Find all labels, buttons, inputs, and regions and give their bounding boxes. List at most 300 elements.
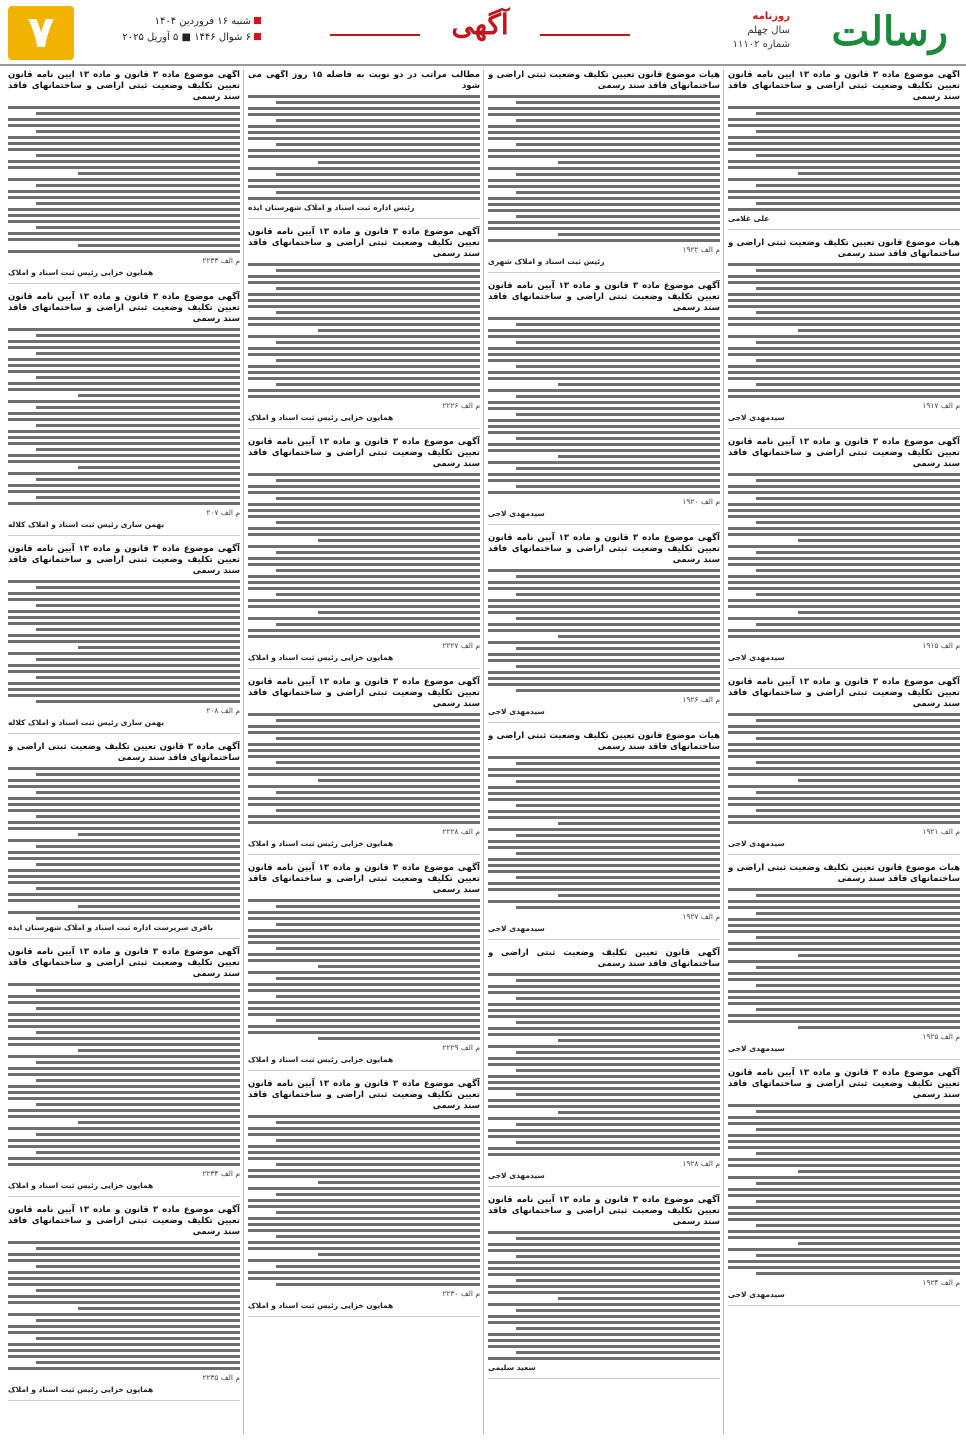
notice-text-line: [248, 797, 480, 800]
notice-text-line: [248, 917, 480, 920]
notice-text-line: [248, 113, 480, 116]
notice-text-line: [8, 893, 240, 896]
notice-text-line: [728, 491, 960, 494]
notice-text-line: [36, 628, 240, 631]
notice-text-line: [756, 1182, 960, 1185]
notice-text-line: [728, 1260, 960, 1263]
notice-heading: هیات موضوع قانون تعیین تکلیف وضعیت ثبتی اراضی و ساختمانهای فاقد سند رسمی: [728, 863, 960, 884]
notice-text-line: [488, 659, 720, 662]
issue-line-2: سال چهلم: [747, 25, 790, 36]
notice-heading: آگهی موضوع ماده ۳ قانون و ماده ۱۳ آیین نامه قانون تعیین تکلیف وضعیت ثبتی اراضی و ساختمانهای فاقد سند رسمی: [488, 281, 720, 313]
notice-text-line: [78, 646, 240, 649]
notice-text-line: [36, 863, 240, 866]
notice-heading: هیات موضوع قانون تعیین تکلیف وضعیت ثبتی اراضی و ساختمانهای فاقد سند رسمی: [488, 70, 720, 91]
notice-text-line: [8, 664, 240, 667]
notice-text-line: [276, 1265, 480, 1268]
issue-info: [700, 10, 790, 54]
notice-text-line: [488, 1321, 720, 1324]
notice-text-line: [488, 359, 720, 362]
notice-text-line: [728, 978, 960, 981]
header-divider: [0, 64, 966, 66]
notice-text-line: [488, 95, 720, 98]
notice-text-line: [728, 563, 960, 566]
notice-text-line: [488, 774, 720, 777]
logo-text: رسالت: [831, 8, 948, 55]
notice-text-line: [276, 1121, 480, 1124]
notice-text-line: [756, 623, 960, 626]
notice-heading: آگهی ماده ۳ قانون تعیین تکلیف وضعیت ثبتی اراضی و ساختمانهای فاقد سند رسمی: [8, 742, 240, 763]
notice-code: م الف ۱۹۲۱: [922, 827, 960, 836]
notice-text-line: [78, 172, 240, 175]
notice-text-line: [36, 1103, 240, 1106]
notice-text-line: [248, 1259, 480, 1262]
notice-text-line: [248, 899, 480, 902]
notice-text-line: [728, 347, 960, 350]
notice-text-line: [488, 377, 720, 380]
notice-signature: همایون خزایی رئیس ثبت اسناد و املاک: [248, 839, 394, 848]
notice-text-line: [8, 1253, 240, 1256]
notice-text-line: [248, 1271, 480, 1274]
notice-text-line: [248, 1247, 480, 1250]
notice-text-line: [798, 1242, 960, 1245]
notice-text-line: [8, 1037, 240, 1040]
notice-text-line: [248, 155, 480, 158]
notice-text-line: [248, 959, 480, 962]
notice-text-line: [248, 1013, 480, 1016]
notice-text-line: [8, 364, 240, 367]
notice-text-line: [516, 395, 720, 398]
notice-text-line: [8, 1325, 240, 1328]
notice-text-line: [488, 816, 720, 819]
notice-text-line: [248, 353, 480, 356]
notice-text-line: [276, 497, 480, 500]
notice-text-line: [488, 1081, 720, 1084]
notice-text-line: [728, 1218, 960, 1221]
notice-text-line: [248, 1169, 480, 1172]
notice-text-line: [516, 762, 720, 765]
notice-text-line: [756, 1254, 960, 1257]
notice-text-line: [558, 894, 720, 897]
notice-text-line: [516, 1309, 720, 1312]
notice-text-line: [728, 1236, 960, 1239]
notice-text-line: [488, 870, 720, 873]
notice-text-line: [318, 779, 480, 782]
notice-text-line: [36, 586, 240, 589]
notice-text-line: [488, 792, 720, 795]
issue-line-3: شماره ۱۱۱۰۲: [732, 39, 790, 50]
notice-text-line: [728, 160, 960, 163]
notice-text-line: [728, 124, 960, 127]
notice-text-line: [728, 533, 960, 536]
notice-text-line: [488, 179, 720, 182]
notice-text-line: [728, 888, 960, 891]
notice-text-line: [8, 370, 240, 373]
notice-text-line: [248, 803, 480, 806]
notice-text-line: [488, 131, 720, 134]
notice-text-line: [488, 1303, 720, 1306]
notice-text-line: [248, 635, 480, 638]
notice-code: م الف ۲۲۲۶: [442, 401, 480, 410]
notice-text-line: [8, 767, 240, 770]
notice-text-line: [78, 1049, 240, 1052]
notice-text-line: [8, 995, 240, 998]
notice-text-line: [248, 1007, 480, 1010]
notice-text-line: [488, 1117, 720, 1120]
notice-text-line: [728, 815, 960, 818]
notice-text-line: [8, 148, 240, 151]
notice-text-line: [516, 365, 720, 368]
notice-text-line: [8, 346, 240, 349]
notice-text-line: [728, 317, 960, 320]
notice-text-line: [798, 172, 960, 175]
legal-notice: [8, 544, 240, 734]
notice-text-line: [516, 101, 720, 104]
notice-text-line: [8, 214, 240, 217]
notice-text-line: [728, 1266, 960, 1269]
notice-text-line: [8, 592, 240, 595]
notice-text-line: [488, 1087, 720, 1090]
notice-text-line: [276, 1139, 480, 1142]
notice-text-line: [276, 947, 480, 950]
notice-text-line: [488, 1129, 720, 1132]
notice-text-line: [8, 1013, 240, 1016]
notice-code: م الف ۱۹۲۵: [922, 1032, 960, 1041]
notice-text-line: [488, 113, 720, 116]
notice-text-line: [318, 329, 480, 332]
date-line-2: ۶ شوال ۱۴۴۶ ■ ۵ آوریل ۲۰۲۵: [122, 32, 251, 43]
notice-text-line: [728, 527, 960, 530]
notice-text-line: [248, 395, 480, 398]
notice-text-line: [36, 334, 240, 337]
notice-text-line: [756, 569, 960, 572]
notice-text-line: [488, 985, 720, 988]
notice-text-line: [488, 840, 720, 843]
notice-text-line: [488, 317, 720, 320]
notice-code: م الف ۱۹۲۷: [682, 912, 720, 921]
notice-text-line: [248, 533, 480, 536]
notice-text-line: [8, 1349, 240, 1352]
notice-text-line: [488, 671, 720, 674]
notice-signature: سیدمهدی لاجی: [728, 1044, 785, 1053]
legal-notice: [8, 70, 240, 284]
notice-text-line: [488, 1273, 720, 1276]
notice-signature: همایون خزایی رئیس ثبت اسناد و املاک: [8, 1385, 154, 1394]
notice-text-line: [558, 233, 720, 236]
notice-text-line: [756, 154, 960, 157]
notice-text-line: [728, 635, 960, 638]
notice-text-line: [36, 112, 240, 115]
notice-text-line: [248, 755, 480, 758]
notice-signature: سیدمهدی لاجی: [728, 653, 785, 662]
legal-notice: [488, 1195, 720, 1379]
issue-line-1: روزنامه: [752, 11, 790, 22]
notice-text-line: [248, 389, 480, 392]
notice-text-line: [8, 1073, 240, 1076]
notice-text-line: [248, 563, 480, 566]
notice-text-line: [36, 478, 240, 481]
notice-text-line: [488, 167, 720, 170]
notice-text-line: [488, 1009, 720, 1012]
notice-text-line: [488, 1339, 720, 1342]
legal-notice: [728, 1068, 960, 1306]
notice-text-line: [248, 365, 480, 368]
notice-text-line: [318, 161, 480, 164]
notice-text-line: [728, 1176, 960, 1179]
notice-text-line: [8, 166, 240, 169]
column-1: [728, 70, 960, 1434]
notice-text-line: [756, 936, 960, 939]
notice-text-line: [318, 1181, 480, 1184]
notice-text-line: [728, 1248, 960, 1251]
notice-text-line: [488, 185, 720, 188]
notice-text-line: [248, 377, 480, 380]
notice-text-line: [756, 1272, 960, 1275]
notice-text-line: [488, 461, 720, 464]
notice-text-line: [248, 503, 480, 506]
notice-text-line: [756, 359, 960, 362]
notice-text-line: [488, 1075, 720, 1078]
notice-text-line: [248, 587, 480, 590]
notice-text-line: [488, 1153, 720, 1156]
section-rule-right: [540, 34, 630, 36]
legal-notice: [248, 1079, 480, 1317]
notice-text-line: [488, 209, 720, 212]
notice-text-line: [8, 1313, 240, 1316]
notice-text-line: [8, 1271, 240, 1274]
notice-text-line: [488, 569, 720, 572]
notice-text-line: [728, 148, 960, 151]
notice-text-line: [488, 1315, 720, 1318]
notice-text-line: [36, 845, 240, 848]
notice-text-line: [728, 503, 960, 506]
notice-text-line: [36, 658, 240, 661]
notice-text-line: [248, 557, 480, 560]
notice-text-line: [728, 395, 960, 398]
notice-code: م الف ۲۲۳۴: [202, 1169, 240, 1178]
notice-text-line: [516, 191, 720, 194]
notice-text-line: [488, 605, 720, 608]
notice-text-line: [78, 394, 240, 397]
notice-text-line: [276, 383, 480, 386]
legal-notice: [8, 1205, 240, 1401]
notice-heading: آگهی موضوع ماده ۳ قانون و ماده ۱۳ آیین نامه قانون تعیین تکلیف وضعیت ثبتی اراضی و ساختمانهای فاقد سند رسمی: [728, 1068, 960, 1100]
issue-dates: [84, 14, 264, 46]
notice-text-line: [248, 305, 480, 308]
notice-text-line: [8, 178, 240, 181]
notice-text-line: [36, 496, 240, 499]
notice-text-line: [516, 1123, 720, 1126]
notice-text-line: [728, 990, 960, 993]
notice-text-line: [728, 924, 960, 927]
notice-text-line: [488, 1333, 720, 1336]
notice-text-line: [516, 143, 720, 146]
notice-text-line: [728, 942, 960, 945]
notice-text-line: [728, 581, 960, 584]
notice-text-line: [558, 161, 720, 164]
section-title: آگهی: [451, 8, 509, 41]
notice-text-line: [516, 467, 720, 470]
notice-text-line: [248, 107, 480, 110]
notice-text-line: [276, 311, 480, 314]
notice-text-line: [276, 101, 480, 104]
notice-text-line: [276, 995, 480, 998]
notice-code: م الف ۲۲۲۷: [442, 641, 480, 650]
notice-text-line: [8, 1367, 240, 1370]
notice-text-line: [8, 1295, 240, 1298]
notice-text-line: [516, 341, 720, 344]
notice-text-line: [756, 593, 960, 596]
notice-text-line: [516, 575, 720, 578]
notice-signature: سیدمهدی لاجی: [488, 1171, 545, 1180]
notice-text-line: [8, 827, 240, 830]
notice-text-line: [728, 196, 960, 199]
notice-code: م الف ۱۹۲۰: [682, 497, 720, 506]
notice-text-line: [36, 1061, 240, 1064]
notice-columns: [6, 70, 960, 1434]
notice-text-line: [8, 1259, 240, 1262]
notice-text-line: [756, 184, 960, 187]
notice-text-line: [8, 821, 240, 824]
notice-code: م الف ۲۲۲۹: [442, 1043, 480, 1052]
notice-text-line: [488, 653, 720, 656]
notice-text-line: [8, 785, 240, 788]
notice-text-line: [516, 665, 720, 668]
notice-text-line: [8, 436, 240, 439]
notice-signature: همایون خزایی رئیس ثبت اسناد و املاک: [248, 653, 394, 662]
notice-text-line: [8, 136, 240, 139]
date-line-1: شنبه ۱۶ فروردین ۱۴۰۴: [154, 16, 251, 27]
notice-text-line: [8, 1019, 240, 1022]
notice-text-line: [8, 1145, 240, 1148]
notice-text-line: [276, 191, 480, 194]
notice-signature: سیدمهدی لاجی: [728, 839, 785, 848]
notice-text-line: [798, 1026, 960, 1029]
notice-text-line: [488, 239, 720, 242]
notice-text-line: [248, 1025, 480, 1028]
notice-text-line: [558, 635, 720, 638]
notice-text-line: [248, 629, 480, 632]
notice-text-line: [8, 694, 240, 697]
notice-text-line: [728, 1188, 960, 1191]
notice-text-line: [488, 1015, 720, 1018]
notice-text-line: [488, 1261, 720, 1264]
notice-text-line: [488, 858, 720, 861]
notice-text-line: [78, 244, 240, 247]
notice-code: م الف ۱۹۲۸: [682, 1159, 720, 1168]
notice-text-line: [248, 983, 480, 986]
notice-code: م الف ۱۹۲۲: [682, 245, 720, 254]
notice-text-line: [728, 996, 960, 999]
legal-notice: [488, 948, 720, 1187]
notice-text-line: [248, 989, 480, 992]
notice-text-line: [276, 551, 480, 554]
notice-text-line: [8, 1001, 240, 1004]
legal-notice: [8, 742, 240, 939]
notice-text-line: [488, 623, 720, 626]
notice-text-line: [8, 1115, 240, 1118]
notice-text-line: [8, 238, 240, 241]
notice-text-line: [728, 1158, 960, 1161]
notice-text-line: [728, 323, 960, 326]
notice-text-line: [276, 791, 480, 794]
notice-text-line: [728, 1230, 960, 1233]
notice-text-line: [728, 166, 960, 169]
notice-text-line: [488, 125, 720, 128]
notice-text-line: [728, 1122, 960, 1125]
notice-signature: سیدمهدی لاجی: [728, 1290, 785, 1299]
notice-text-line: [728, 365, 960, 368]
notice-text-line: [488, 449, 720, 452]
page-number: ۷: [8, 6, 74, 60]
notice-text-line: [488, 1057, 720, 1060]
notice-text-line: [276, 341, 480, 344]
notice-heading: آگهی موضوع ماده ۳ قانون و ماده ۱۳ آیین نامه قانون تعیین تکلیف وضعیت ثبتی اراضی و ساختمانهای فاقد سند رسمی: [248, 863, 480, 895]
notice-text-line: [756, 1110, 960, 1113]
notice-code: م الف ۲۰۷: [206, 508, 240, 517]
notice-text-line: [8, 1241, 240, 1244]
notice-signature: سیدمهدی لاجی: [488, 924, 545, 933]
notice-text-line: [728, 293, 960, 296]
notice-text-line: [728, 1020, 960, 1023]
notice-text-line: [728, 906, 960, 909]
notice-text-line: [78, 905, 240, 908]
notice-text-line: [488, 107, 720, 110]
notice-heading: آگهی موضوع ماده ۳ قانون و ماده ۱۳ آیین نامه قانون تعیین تکلیف وضعیت ثبتی اراضی و ساختمانهای فاقد سند رسمی: [248, 677, 480, 709]
notice-text-line: [798, 779, 960, 782]
notice-text-line: [516, 437, 720, 440]
notice-text-line: [248, 1277, 480, 1280]
notice-text-line: [728, 743, 960, 746]
notice-text-line: [36, 448, 240, 451]
notice-signature: سیدمهدی لاجی: [728, 413, 785, 422]
notice-text-line: [728, 389, 960, 392]
notice-text-line: [248, 179, 480, 182]
notice-text-line: [36, 202, 240, 205]
notice-text-line: [8, 634, 240, 637]
notice-text-line: [728, 803, 960, 806]
notice-text-line: [728, 1134, 960, 1137]
notice-text-line: [248, 815, 480, 818]
notice-text-line: [276, 719, 480, 722]
notice-text-line: [488, 882, 720, 885]
notice-text-line: [8, 472, 240, 475]
notice-text-line: [756, 719, 960, 722]
notice-text-line: [728, 178, 960, 181]
notice-text-line: [516, 834, 720, 837]
notice-text-line: [728, 731, 960, 734]
notice-text-line: [248, 725, 480, 728]
notice-text-line: [516, 323, 720, 326]
notice-text-line: [248, 299, 480, 302]
notice-text-line: [488, 1249, 720, 1252]
notice-text-line: [78, 833, 240, 836]
notice-text-line: [8, 899, 240, 902]
notice-text-line: [276, 173, 480, 176]
notice-text-line: [488, 389, 720, 392]
notice-text-line: [36, 1247, 240, 1250]
column-3: [248, 70, 480, 1434]
notice-text-line: [488, 1231, 720, 1234]
notice-signature: علی غلامی: [728, 214, 770, 223]
legal-notice: [488, 281, 720, 525]
notice-heading: آگهی موضوع ماده ۳ قانون و ماده ۱۳ آیین نامه قانون تعیین تکلیف وضعیت ثبتی اراضی و ساختمانهای فاقد سند رسمی: [8, 544, 240, 576]
notice-text-line: [488, 900, 720, 903]
notice-text-line: [276, 119, 480, 122]
notice-text-line: [276, 1163, 480, 1166]
notice-text-line: [8, 190, 240, 193]
notice-text-line: [756, 912, 960, 915]
notice-text-line: [798, 539, 960, 542]
